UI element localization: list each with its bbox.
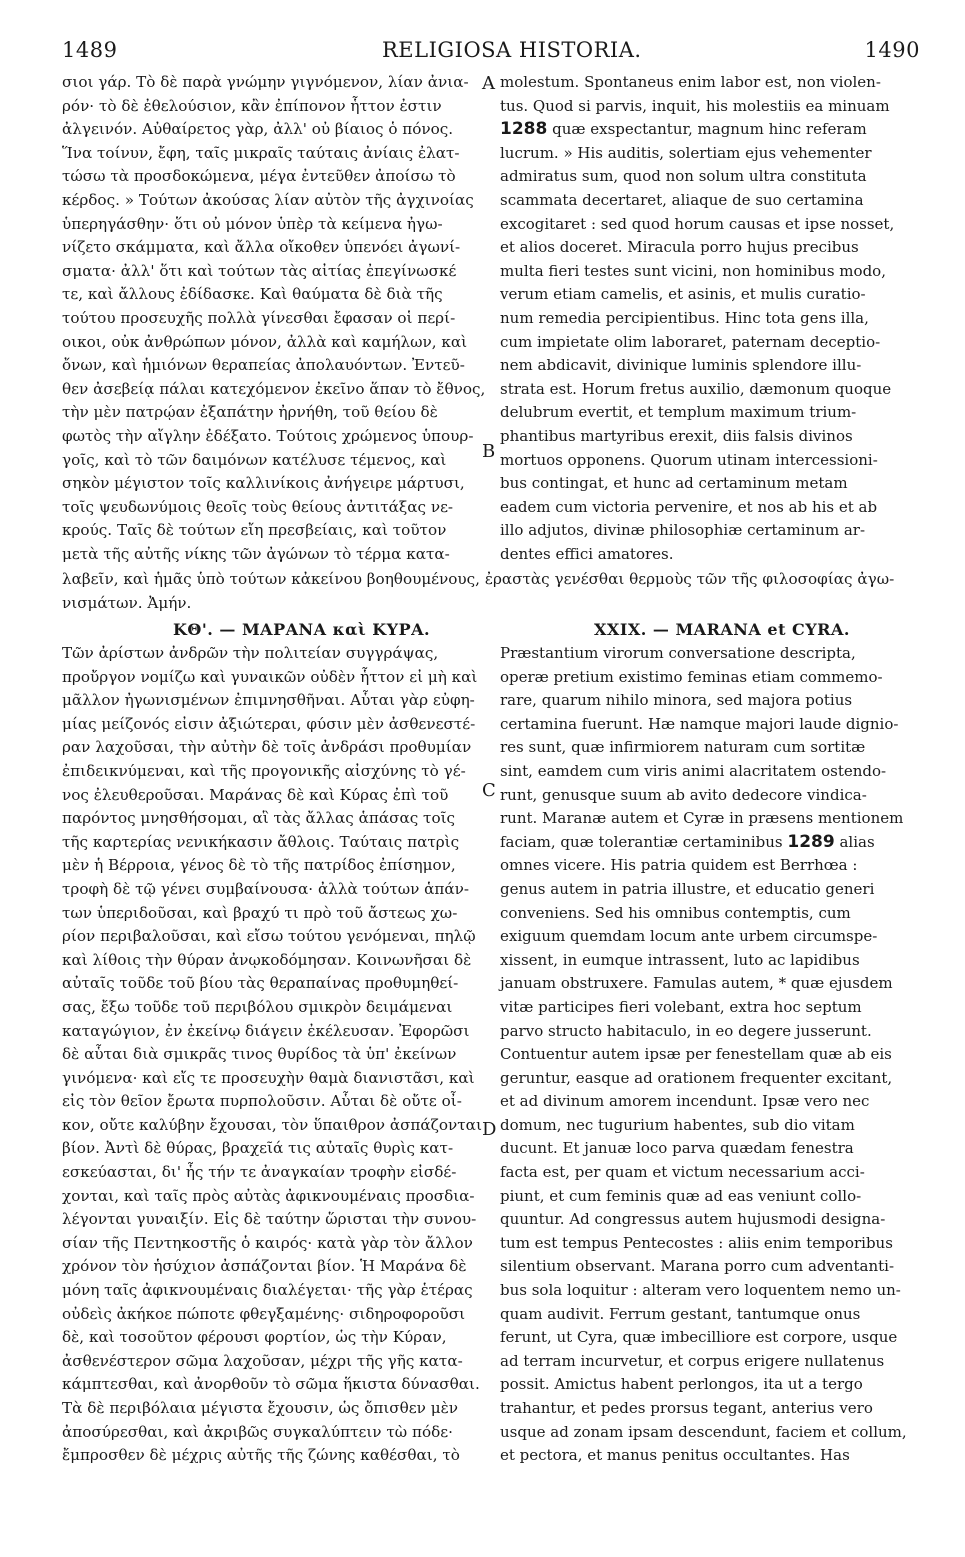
greek-top-line: ὑπερηγάσθην· ὅτι οὐ μόνον ὑπὲρ τὰ κείμενα ἠγω- — [62, 214, 443, 233]
greek-main-line: καταγώγιον, ἐν ἐκείνῳ διάγειν ἐκέλευσαν. Ἐφορῶσι — [62, 1021, 470, 1040]
greek-main-line: αὐταῖς τοῦδε τοῦ βίου τὰς θεραπαίνας προθυμηθεί- — [62, 974, 459, 993]
greek-top-line: τε, καὶ ἄλλους ἐδίδασκε. Καὶ θαύματα δὲ διὰ τῆς — [62, 285, 443, 304]
latin-main-line: ducunt. Et januæ loco parva quædam fenestra — [500, 1139, 854, 1158]
greek-main-line: των ὑπεριδοῦσαι, καὶ βραχύ τι πρὸ τοῦ ἄστεως χω- — [62, 903, 458, 922]
latin-main-line: res sunt, quæ infirmiorem naturam cum sortitæ — [500, 738, 866, 757]
latin-main-line: rare, quarum nihilo minora, sed majora potius — [500, 691, 853, 710]
greek-top-line: οικοι, οὐκ ἀνθρώπων μόνον, ἀλλὰ καὶ καμήλων, καὶ — [62, 332, 468, 351]
greek-top-line: ὄνων, καὶ ἡμιόνων θεραπείας ἀπολαυόντων. Ἐντεῦ- — [62, 356, 465, 375]
greek-main-line: εἰς τὸν θεῖον ἔρωτα πυρπολοῦσιν. Αὗται δὲ οὔτε οἶ- — [62, 1092, 462, 1111]
greek-main-line: Τῶν ἀρίστων ἀνδρῶν τὴν πολιτείαν συγγράψας, — [62, 644, 439, 662]
greek-top-line: σηκὸν μέγιστον τοῖς καλλινίκοις ἀνήγειρε μάρτυσι, — [62, 474, 465, 493]
greek-main-line: καὶ λίθοις τὴν θύραν ἀνῳκοδόμησαν. Κοινωνῆσαι δὲ — [62, 950, 472, 969]
column-number-1289: 1289 — [787, 831, 835, 852]
greek-tail-line-2: νισμάτων. Ἀμήν. — [62, 594, 192, 612]
latin-top-line: delubrum evertit, et templum maximum trium- — [500, 403, 857, 422]
greek-top-line: σιοι γάρ. Τὸ δὲ παρὰ γνώμην γιγνόμενον, λίαν ἀνια- — [62, 73, 469, 91]
latin-main-line: domum, nec tugurium habentes, sub dio vitam — [500, 1115, 855, 1134]
greek-main-line: νος ἐλευθεροῦσαι. Μαράνας δὲ καὶ Κύρας ἐπὶ τοῦ — [62, 785, 449, 804]
latin-top-line: mortuos opponens. Quorum utinam intercessioni- — [500, 450, 878, 469]
latin-top-line: multa fieri testes sunt vicini, non hominibus modo, — [500, 261, 886, 280]
greek-main-line: εσκεύασται, δι' ἧς τήν τε ἀναγκαίαν τροφὴν εἰσδέ- — [62, 1163, 457, 1182]
latin-top-line: verum etiam camelis, et asinis, et mulis curatio- — [500, 285, 866, 304]
greek-top-line: σματα· ἀλλ' ὅτι καὶ τούτων τὰς αἰτίας ἐπεγίνωσκέ — [62, 261, 457, 280]
latin-main-line: exiguum quemdam locum ante urbem circumspe- — [500, 927, 878, 946]
latin-main-line: facta est, per quam et victum necessarium acci- — [500, 1163, 865, 1182]
latin-column-top — [500, 71, 920, 566]
latin-main-line: quuntur. Ad congressus autem hujusmodi designa- — [500, 1210, 886, 1229]
greek-main-line: χονται, καὶ ταῖς πρὸς αὐτὰς ἀφικνουμέναις προσδια- — [62, 1186, 475, 1205]
greek-column-top — [62, 71, 492, 566]
greek-main-line: προὔργον νομίζω καὶ γυναικῶν οὐδὲν ἧττον εἰ μὴ καὶ — [62, 667, 478, 686]
latin-main-line: certamina fuerunt. Hæ namque majori laude dignio- — [500, 714, 899, 733]
latin-top-line: molestum. Spontaneus enim labor est, non violen- — [500, 73, 881, 91]
latin-top-line: cum impietate olim laboraret, paternam deceptio- — [500, 332, 881, 351]
greek-main-line: δὲ αὗται διὰ σμικρᾶς τινος θυρίδος τὰ ὑπ' ἐκείνων — [62, 1045, 457, 1064]
greek-main-line: οὐδεὶς ἀκήκοε πώποτε φθεγξαμένης· σιδηροφοροῦσι — [62, 1304, 466, 1323]
greek-main-line: ἐπιδεικνύμεναι, καὶ τῆς προγονικῆς αἰσχύνης τὸ γέ- — [62, 761, 466, 780]
greek-tail-line-1: λαβεῖν, καὶ ἡμᾶς ὑπὸ τούτων κἀκείνου βοηθουμένους, ἐραστὰς γενέσθαι θερμοὺς τῶν τῆς φιλοσοφίας ἀγω- — [62, 570, 895, 588]
page-number-right: 1490 — [864, 38, 920, 62]
latin-main-line: quam audivit. Ferrum gestant, tantumque onus — [500, 1304, 861, 1323]
latin-top-line — [500, 118, 920, 142]
greek-main-line: λέγονται γυναιξίν. Εἰς δὲ ταύτην ὥρισται τὴν συνου- — [62, 1210, 477, 1229]
greek-main-line: παρόντος μνησθήσομαι, αἳ τὰς ἄλλας ἁπάσας τοῖς — [62, 809, 456, 828]
greek-top-line: κέρδος. » Τούτων ἀκούσας λίαν αὐτὸν τῆς ἀγχινοίας — [62, 190, 474, 209]
latin-main-line: piunt, et cum feminis quæ ad eas veniunt collo- — [500, 1186, 862, 1205]
latin-top-line: admiratus sum, quod non solum ultra constituta — [500, 167, 867, 186]
latin-main-line: et ad divinum amorem incendunt. Ipsæ vero nec — [500, 1092, 870, 1111]
latin-main-line-text: faciam, quæ tolerantiæ certaminibus — [500, 832, 783, 851]
greek-top-line: φωτὸς τὴν αἴγλην ἐδέξατο. Τούτοις χρώμενος ὑπουρ- — [62, 426, 474, 445]
latin-main-line: runt. Maranæ autem et Cyræ in præsens mentionem — [500, 809, 904, 828]
greek-main-line: τροφὴ δὲ τῷ γένει συμβαίνουσα· ἀλλὰ τούτων ἁπάν- — [62, 879, 470, 898]
greek-main-line: σας, ἔξω τοῦδε τοῦ περιβόλου σμικρὸν δειμάμεναι — [62, 997, 453, 1016]
greek-top-line: τώσω τὰ προσδοκώμενα, μέγα ἐντεῦθεν ἀποίσω τὸ — [62, 167, 456, 186]
latin-main-line: omnes vicere. His patria quidem est Berrhœa : — [500, 856, 858, 875]
page-number-left: 1489 — [62, 38, 118, 62]
running-title: RELIGIOSA HISTORIA. — [382, 38, 642, 62]
latin-section-heading: XXIX. — MARANA et CYRA. — [594, 620, 850, 639]
greek-top-line: θεν ἀσεβείᾳ πάλαι κατεχόμενον ἐκεῖνο ἅπαν τὸ ἔθνος, — [62, 379, 486, 398]
latin-top-line-text: quæ exspectantur, magnum hinc referam — [552, 120, 867, 139]
greek-main-line: δὲ, καὶ τοσοῦτον φέρουσι φορτίον, ὡς τὴν Κύραν, — [62, 1328, 447, 1347]
page-header — [62, 38, 920, 68]
latin-main-line: tum est tempus Pentecostes : aliis enim temporibus — [500, 1233, 893, 1252]
latin-top-line: nem abdicavit, divinique luminis splendore illu- — [500, 356, 862, 375]
latin-top-line: dentes effici amatores. — [500, 544, 674, 563]
greek-main-line: τῆς καρτερίας νενικήκασιν ἄθλοις. Ταύταις πατρὶς — [62, 832, 460, 851]
greek-top-line: μετὰ τῆς αὐτῆς νίκης τῶν ἀγώνων τὸ τέρμα κατα- — [62, 544, 450, 563]
greek-main-line: γινόμενα· καὶ εἴς τε προσευχὴν θαμὰ διανιστᾶσι, καὶ — [62, 1068, 475, 1087]
greek-top-line: γοῖς, καὶ τὸ τῶν δαιμόνων κατέλυσε τέμενος, καὶ — [62, 450, 447, 469]
greek-main-line: ἀποσύρεσθαι, καὶ ἀκριβῶς συγκαλύπτειν τὼ πόδε· — [62, 1422, 453, 1441]
margin-marker-a: A — [482, 73, 495, 94]
latin-main-line: geruntur, easque ad orationem frequenter excitant, — [500, 1068, 893, 1087]
latin-top-line: excogitaret : sed quod horum causas et ipse nosset, — [500, 214, 895, 233]
latin-top-line: bus contingat, et hunc ad certaminum metam — [500, 474, 848, 493]
latin-main-line: Contuentur autem ipsæ per fenestellam quæ ab eis — [500, 1045, 892, 1064]
greek-main-line: βίον. Ἀντὶ δὲ θύρας, βραχεῖά τις αὐταῖς θυρὶς κατ- — [62, 1139, 454, 1158]
margin-marker-d: D — [482, 1119, 497, 1140]
latin-top-line: lucrum. » His auditis, solertiam ejus vehementer — [500, 143, 872, 162]
latin-main-line: et pectora, et manus penitus occultantes. Has — [500, 1446, 850, 1465]
latin-main-line: trahantur, et pedes prorsus tegant, anterius vero — [500, 1399, 873, 1417]
greek-top-line: ρόν· τὸ δὲ ἐθελούσιον, κἂν ἐπίπονον ἧττον ἐστιν — [62, 96, 442, 115]
latin-main-line: januam obstruxere. Famulas autem, * quæ ejusdem — [500, 974, 893, 993]
latin-main-line: runt, genusque suum ab avito dedecore vindica- — [500, 785, 867, 804]
latin-top-line: scammata decertaret, aliaque de suo certamina — [500, 190, 864, 209]
greek-top-line: νίζετο σκάμματα, καὶ ἄλλα οἴκοθεν ὑπενόει ἀγωνί- — [62, 238, 461, 257]
latin-main-line: Præstantium virorum conversatione descripta, — [500, 644, 856, 662]
greek-main-line: χρόνον τὸν ἡσύχιον ἀσπάζονται βίον. Ἡ Μαράνα δὲ — [62, 1257, 467, 1276]
latin-main-line: possit. Amictus habent perlongos, ita ut a tergo — [500, 1375, 863, 1394]
latin-column-main — [500, 642, 920, 1468]
margin-marker-b: B — [482, 441, 496, 462]
latin-main-line: genus autem in patria illustre, et educatio generi — [500, 879, 875, 898]
latin-main-line: ferunt, ut Cyra, quæ imbecilliore est corpore, usque — [500, 1328, 898, 1347]
latin-top-line: num remedia percipientibus. Hinc tota gens illa, — [500, 308, 869, 327]
latin-top-line: illo adjutos, divinæ philosophiæ certaminum ar- — [500, 521, 866, 540]
greek-main-line: ραν λαχοῦσαι, τὴν αὐτὴν δὲ τοῖς ἀνδράσι προθυμίαν — [62, 738, 472, 757]
latin-main-line-tail: alias — [839, 832, 875, 851]
latin-main-line — [500, 831, 920, 855]
latin-main-line: ad terram incurvetur, et corpus erigere nullatenus — [500, 1351, 885, 1370]
greek-top-line: τούτου προσευχῆς πολλὰ γίνεσθαι ἔφασαν οἱ περί- — [62, 308, 456, 327]
latin-main-line: sint, eamdem cum viris animi alacritatem ostendo- — [500, 761, 887, 780]
latin-main-line: operæ pretium existimo feminas etiam commemo- — [500, 667, 883, 686]
margin-marker-c: C — [482, 780, 496, 801]
greek-main-line: κάμπτεσθαι, καὶ ἀνορθοῦν τὸ σῶμα ἥκιστα δύνασθαι. — [62, 1375, 480, 1394]
latin-top-line: tus. Quod si parvis, inquit, his molestiis ea minuam — [500, 96, 890, 115]
latin-main-line: xissent, in eumque intrassent, luto ac lapidibus — [500, 950, 860, 969]
greek-column-main — [62, 642, 492, 1468]
greek-top-line: Ἵνα τοίνυν, ἔφη, ταῖς μικραῖς ταύταις ἀνίαις ἐλατ- — [62, 143, 460, 162]
greek-main-line: Τὰ δὲ περιβόλαια μέγιστα ἔχουσιν, ὡς ὄπισθεν μὲν — [62, 1399, 458, 1417]
latin-main-line: silentium observant. Marana porro cum adventanti- — [500, 1257, 895, 1276]
greek-main-line: μίας μείζονός εἰσιν ἀξιώτεραι, φύσιν μὲν ἀσθενεστέ- — [62, 714, 476, 733]
greek-section-heading: ΚΘ'. — ΜΑΡΑΝΑ καὶ ΚΥΡΑ. — [173, 620, 431, 639]
greek-top-line: τοῖς ψευδωνύμοις θεοῖς τοὺς θείους ἀντιτάξας νε- — [62, 497, 454, 516]
greek-main-line: μόνη ταῖς ἀφικνουμέναις διαλέγεται· τῆς γὰρ ἑτέρας — [62, 1281, 473, 1300]
greek-top-line: τὴν μὲν πατρῴαν ἐξαπάτην ἠρνήθη, τοῦ θείου δὲ — [62, 403, 438, 422]
latin-main-line: parvo structo habitaculo, in eo degere jusserunt. — [500, 1021, 872, 1040]
greek-main-line: κον, οὔτε καλύβην ἔχουσαι, τὸν ὕπαιθρον ἀσπάζονται — [62, 1115, 482, 1134]
greek-top-line: ἀλγεινόν. Αὐθαίρετος γὰρ, ἀλλ' οὐ βίαιος ὁ πόνος. — [62, 120, 454, 139]
greek-main-line: μᾶλλον ἠγωνισμένων ἐπιμνησθῆναι. Αὗται γὰρ εὐφη- — [62, 691, 475, 710]
greek-main-line: ρίον περιβαλοῦσαι, καὶ εἴσω τούτου γενόμεναι, πηλῷ — [62, 927, 476, 946]
latin-main-line: usque ad zonam ipsam descendunt, faciem et collum, — [500, 1422, 907, 1441]
latin-top-line: strata est. Horum fretus auxilio, dæmonum quoque — [500, 379, 892, 398]
latin-top-line: eadem cum victoria pervenire, et nos ab his et ab — [500, 497, 878, 516]
latin-main-line: conveniens. Sed his omnibus contemptis, cum — [500, 903, 851, 922]
greek-main-line: ἀσθενέστερον σῶμα λαχοῦσαν, μέχρι τῆς γῆς κατα- — [62, 1351, 463, 1370]
latin-top-line: phantibus martyribus erexit, diis falsis divinos — [500, 426, 853, 445]
latin-main-line: vitæ participes fieri volebant, extra hoc septum — [500, 997, 862, 1016]
latin-top-line: et alios doceret. Miracula porro hujus precibus — [500, 238, 859, 257]
greek-main-line: ἔμπροσθεν δὲ μέχρις αὐτῆς τῆς ζώνης καθέσθαι, τὸ — [62, 1446, 460, 1465]
column-number-1288: 1288 — [500, 119, 548, 140]
latin-main-line: bus sola loquitur : alteram vero loquentem nemo un- — [500, 1281, 901, 1300]
greek-main-line: μὲν ἡ Βέρροια, γένος δὲ τὸ τῆς πατρίδος ἐπίσημον, — [62, 856, 456, 875]
greek-main-line: σίαν τῆς Πεντηκοστῆς ὁ καιρός· κατὰ γὰρ τὸν ἄλλον — [62, 1233, 473, 1252]
greek-top-line: κρούς. Ταῖς δὲ τούτων εἴη πρεσβείαις, καὶ τοῦτον — [62, 521, 447, 540]
